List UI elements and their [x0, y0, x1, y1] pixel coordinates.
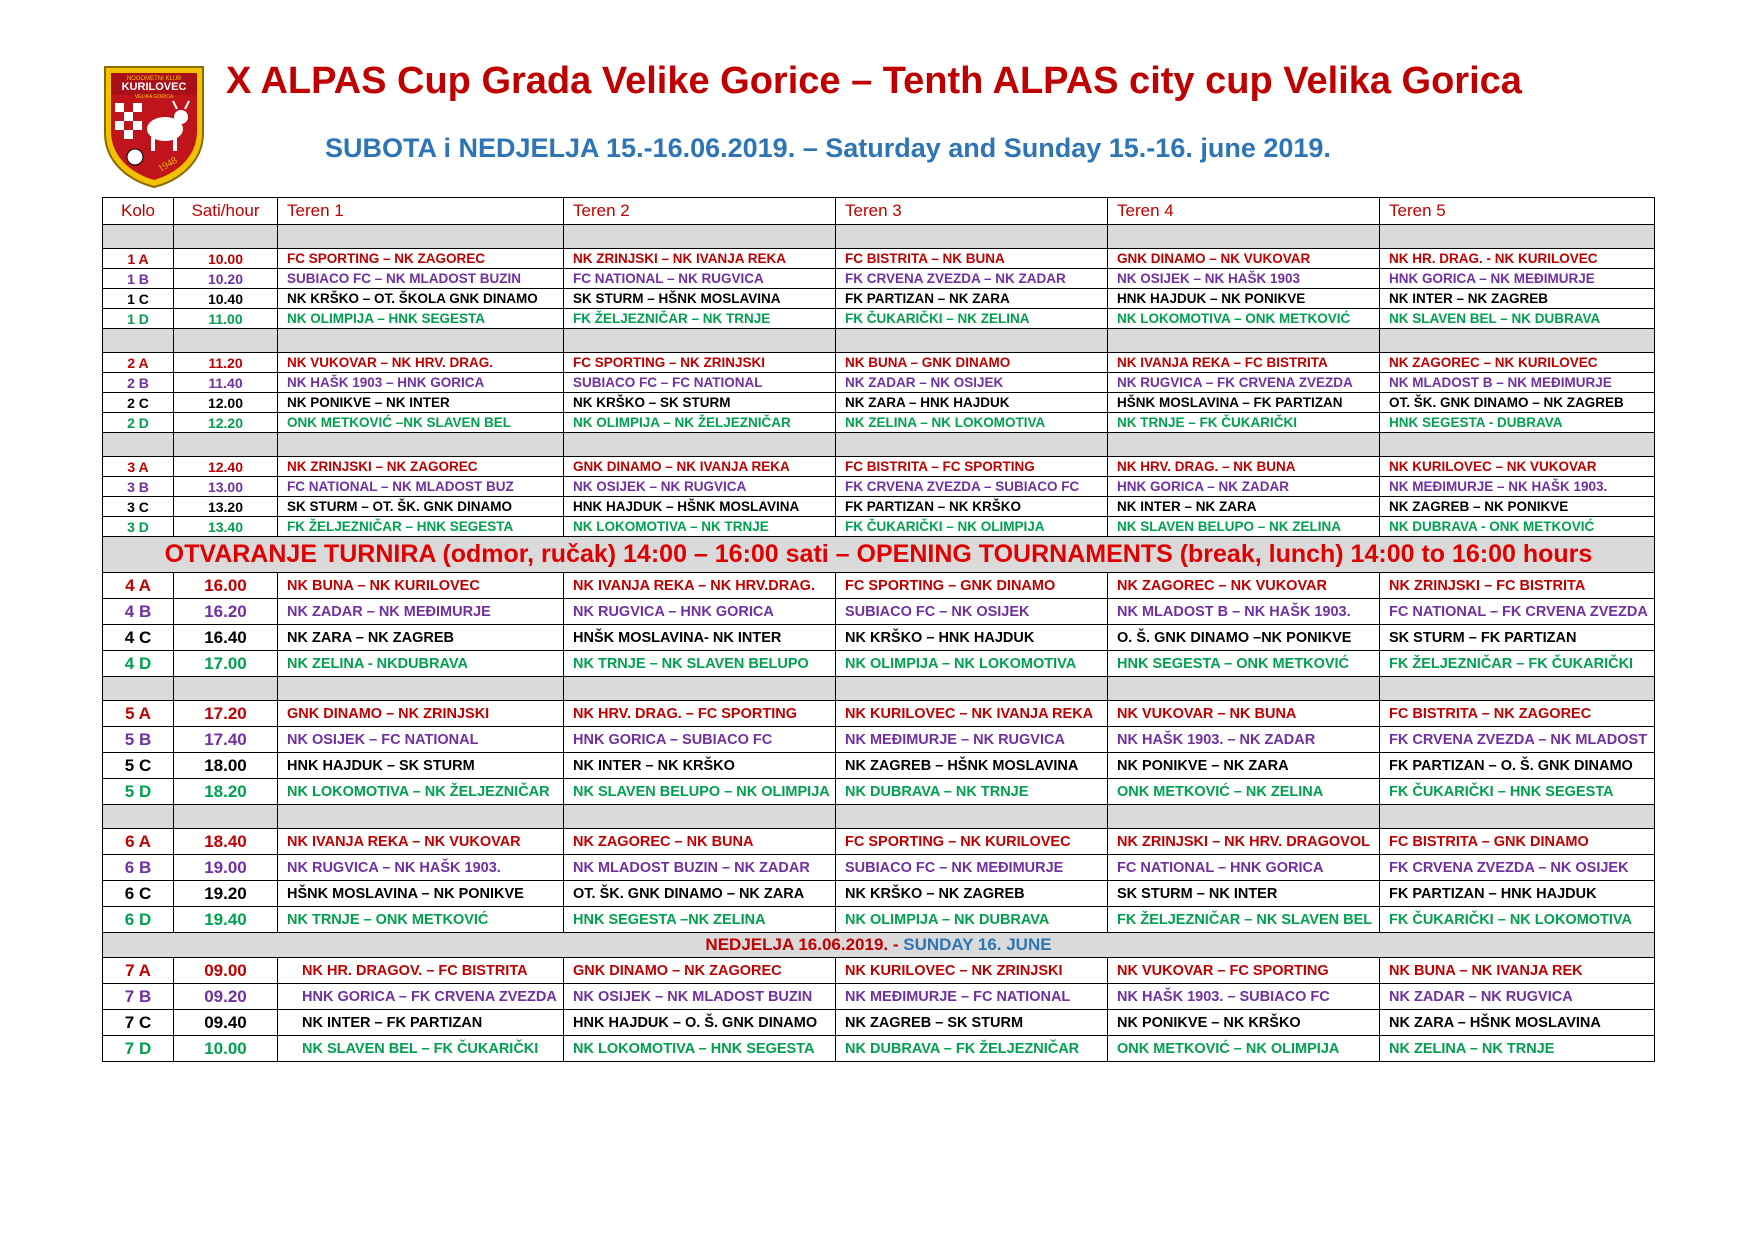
match-cell-teren-1: NK TRNJE – ONK METKOVIĆ: [278, 907, 564, 933]
round-label: 4 A: [103, 573, 174, 599]
match-cell-teren-3: NK BUNA – GNK DINAMO: [836, 353, 1108, 373]
match-time: 13.40: [174, 517, 278, 537]
separator-cell: [1108, 433, 1380, 457]
separator-cell: [103, 433, 174, 457]
round-label: 6 A: [103, 829, 174, 855]
table-row: [103, 373, 1655, 393]
match-cell-teren-1: NK OLIMPIJA – HNK SEGESTA: [278, 309, 564, 329]
separator-cell: [564, 677, 836, 701]
match-cell-teren-5: OT. ŠK. GNK DINAMO – NK ZAGREB: [1380, 393, 1655, 413]
page-title: X ALPAS Cup Grada Velike Gorice – Tenth ALPAS city cup Velika Gorica: [226, 60, 1522, 102]
match-cell-teren-4: HNK SEGESTA – ONK METKOVIĆ: [1108, 651, 1380, 677]
table-row: [103, 958, 1655, 984]
match-cell-teren-4: FC NATIONAL – HNK GORICA: [1108, 855, 1380, 881]
match-cell-teren-1: NK RUGVICA – NK HAŠK 1903.: [278, 855, 564, 881]
round-label: 7 D: [103, 1036, 174, 1062]
match-time: 19.20: [174, 881, 278, 907]
match-cell-teren-2: NK HRV. DRAG. – FC SPORTING: [564, 701, 836, 727]
separator-cell: [1108, 677, 1380, 701]
separator-cell: [564, 225, 836, 249]
match-cell-teren-3: NK KURILOVEC – NK IVANJA REKA: [836, 701, 1108, 727]
match-cell-teren-4: NK INTER – NK ZARA: [1108, 497, 1380, 517]
table-row: [103, 517, 1655, 537]
match-cell-teren-4: NK TRNJE – FK ČUKARIČKI: [1108, 413, 1380, 433]
match-cell-teren-1: NK ZRINJSKI – NK ZAGOREC: [278, 457, 564, 477]
round-label: 4 C: [103, 625, 174, 651]
match-cell-teren-4: NK MLADOST B – NK HAŠK 1903.: [1108, 599, 1380, 625]
match-cell-teren-2: HNK SEGESTA –NK ZELINA: [564, 907, 836, 933]
separator-cell: [1108, 329, 1380, 353]
match-cell-teren-5: HNK GORICA – NK MEĐIMURJE: [1380, 269, 1655, 289]
opening-banner: OTVARANJE TURNIRA (odmor, ručak) 14:00 – 16:00 sati – OPENING TOURNAMENTS (break, lunch) 14:00 to 16:00 hours: [103, 537, 1655, 573]
match-cell-teren-1: HNK HAJDUK – SK STURM: [278, 753, 564, 779]
match-time: 10.40: [174, 289, 278, 309]
match-cell-teren-4: NK PONIKVE – NK ZARA: [1108, 753, 1380, 779]
match-cell-teren-4: NK HAŠK 1903. – NK ZADAR: [1108, 727, 1380, 753]
match-time: 16.40: [174, 625, 278, 651]
match-cell-teren-5: HNK SEGESTA - DUBRAVA: [1380, 413, 1655, 433]
round-label: 1 C: [103, 289, 174, 309]
match-cell-teren-3: FC SPORTING – NK KURILOVEC: [836, 829, 1108, 855]
match-cell-teren-3: NK ZADAR – NK OSIJEK: [836, 373, 1108, 393]
match-cell-teren-3: NK MEĐIMURJE – NK RUGVICA: [836, 727, 1108, 753]
match-cell-teren-4: NK HAŠK 1903. – SUBIACO FC: [1108, 984, 1380, 1010]
match-cell-teren-5: NK ZRINJSKI – FC BISTRITA: [1380, 573, 1655, 599]
match-cell-teren-5: NK ZAGOREC – NK KURILOVEC: [1380, 353, 1655, 373]
table-row: [103, 269, 1655, 289]
match-cell-teren-3: FK ČUKARIČKI – NK OLIMPIJA: [836, 517, 1108, 537]
match-time: 11.20: [174, 353, 278, 373]
match-cell-teren-5: NK MLADOST B – NK MEĐIMURJE: [1380, 373, 1655, 393]
match-cell-teren-1: NK HAŠK 1903 – HNK GORICA: [278, 373, 564, 393]
match-time: 19.00: [174, 855, 278, 881]
match-cell-teren-4: NK LOKOMOTIVA – ONK METKOVIĆ: [1108, 309, 1380, 329]
separator-cell: [278, 329, 564, 353]
table-row: [103, 289, 1655, 309]
match-cell-teren-3: NK KRŠKO – HNK HAJDUK: [836, 625, 1108, 651]
match-cell-teren-4: ONK METKOVIĆ – NK OLIMPIJA: [1108, 1036, 1380, 1062]
separator-row: [103, 433, 1655, 457]
match-cell-teren-5: NK ZADAR – NK RUGVICA: [1380, 984, 1655, 1010]
match-cell-teren-1: NK VUKOVAR – NK HRV. DRAG.: [278, 353, 564, 373]
match-cell-teren-3: NK KURILOVEC – NK ZRINJSKI: [836, 958, 1108, 984]
separator-cell: [1380, 329, 1655, 353]
match-cell-teren-1: GNK DINAMO – NK ZRINJSKI: [278, 701, 564, 727]
column-header-teren-2: Teren 2: [564, 198, 836, 225]
table-row: [103, 984, 1655, 1010]
match-cell-teren-4: HŠNK MOSLAVINA – FK PARTIZAN: [1108, 393, 1380, 413]
table-row: [103, 907, 1655, 933]
match-cell-teren-3: FK ČUKARIČKI – NK ZELINA: [836, 309, 1108, 329]
match-cell-teren-2: NK RUGVICA – HNK GORICA: [564, 599, 836, 625]
table-row: [103, 701, 1655, 727]
match-cell-teren-2: SUBIACO FC – FC NATIONAL: [564, 373, 836, 393]
separator-cell: [174, 225, 278, 249]
match-time: 16.20: [174, 599, 278, 625]
match-cell-teren-3: FK CRVENA ZVEZDA – SUBIACO FC: [836, 477, 1108, 497]
table-row: [103, 497, 1655, 517]
round-label: 1 A: [103, 249, 174, 269]
separator-cell: [174, 433, 278, 457]
match-cell-teren-2: NK SLAVEN BELUPO – NK OLIMPIJA: [564, 779, 836, 805]
match-cell-teren-4: HNK GORICA – NK ZADAR: [1108, 477, 1380, 497]
match-cell-teren-3: NK ZARA – HNK HAJDUK: [836, 393, 1108, 413]
separator-cell: [103, 805, 174, 829]
club-crest-logo: [103, 63, 205, 189]
separator-cell: [174, 677, 278, 701]
match-cell-teren-1: FK ŽELJEZNIČAR – HNK SEGESTA: [278, 517, 564, 537]
match-cell-teren-5: NK ZELINA – NK TRNJE: [1380, 1036, 1655, 1062]
match-cell-teren-3: SUBIACO FC – NK OSIJEK: [836, 599, 1108, 625]
match-cell-teren-1: NK SLAVEN BEL – FK ČUKARIČKI: [278, 1036, 564, 1062]
match-cell-teren-3: FC BISTRITA – FC SPORTING: [836, 457, 1108, 477]
match-cell-teren-2: HNK GORICA – SUBIACO FC: [564, 727, 836, 753]
table-row: [103, 249, 1655, 269]
sunday-label-hr: NEDJELJA 16.06.2019. -: [705, 935, 904, 954]
match-cell-teren-4: ONK METKOVIĆ – NK ZELINA: [1108, 779, 1380, 805]
match-cell-teren-2: NK KRŠKO – SK STURM: [564, 393, 836, 413]
table-row: [103, 477, 1655, 497]
match-cell-teren-1: NK PONIKVE – NK INTER: [278, 393, 564, 413]
separator-cell: [1380, 433, 1655, 457]
match-cell-teren-4: NK SLAVEN BELUPO – NK ZELINA: [1108, 517, 1380, 537]
match-cell-teren-1: NK BUNA – NK KURILOVEC: [278, 573, 564, 599]
round-label: 6 C: [103, 881, 174, 907]
separator-cell: [836, 225, 1108, 249]
separator-cell: [564, 805, 836, 829]
match-cell-teren-5: NK MEĐIMURJE – NK HAŠK 1903.: [1380, 477, 1655, 497]
table-row: [103, 457, 1655, 477]
match-cell-teren-5: NK DUBRAVA - ONK METKOVIĆ: [1380, 517, 1655, 537]
match-cell-teren-1: FC NATIONAL – NK MLADOST BUZ: [278, 477, 564, 497]
schedule-body: [103, 225, 1655, 1062]
match-cell-teren-2: NK INTER – NK KRŠKO: [564, 753, 836, 779]
match-cell-teren-1: NK HR. DRAGOV. – FC BISTRITA: [278, 958, 564, 984]
match-cell-teren-2: HNK HAJDUK – HŠNK MOSLAVINA: [564, 497, 836, 517]
match-cell-teren-1: NK ZARA – NK ZAGREB: [278, 625, 564, 651]
match-cell-teren-2: NK LOKOMOTIVA – HNK SEGESTA: [564, 1036, 836, 1062]
match-time: 11.40: [174, 373, 278, 393]
match-time: 12.40: [174, 457, 278, 477]
round-label: 7 C: [103, 1010, 174, 1036]
match-cell-teren-5: FK PARTIZAN – HNK HAJDUK: [1380, 881, 1655, 907]
match-cell-teren-3: FC SPORTING – GNK DINAMO: [836, 573, 1108, 599]
match-cell-teren-2: NK ZRINJSKI – NK IVANJA REKA: [564, 249, 836, 269]
match-time: 13.20: [174, 497, 278, 517]
match-cell-teren-1: FC SPORTING – NK ZAGOREC: [278, 249, 564, 269]
match-time: 11.00: [174, 309, 278, 329]
separator-cell: [278, 433, 564, 457]
match-cell-teren-3: NK OLIMPIJA – NK DUBRAVA: [836, 907, 1108, 933]
match-cell-teren-2: FC SPORTING – NK ZRINJSKI: [564, 353, 836, 373]
match-cell-teren-5: FK CRVENA ZVEZDA – NK MLADOST: [1380, 727, 1655, 753]
round-label: 6 B: [103, 855, 174, 881]
separator-row: [103, 677, 1655, 701]
match-time: 17.40: [174, 727, 278, 753]
round-label: 4 B: [103, 599, 174, 625]
separator-cell: [836, 677, 1108, 701]
table-row: [103, 573, 1655, 599]
match-cell-teren-3: SUBIACO FC – NK MEĐIMURJE: [836, 855, 1108, 881]
table-header-row: [103, 198, 1655, 225]
match-time: 12.20: [174, 413, 278, 433]
column-header-teren-5: Teren 5: [1380, 198, 1655, 225]
table-row: [103, 651, 1655, 677]
match-time: 09.20: [174, 984, 278, 1010]
match-cell-teren-3: FK PARTIZAN – NK KRŠKO: [836, 497, 1108, 517]
match-cell-teren-1: NK LOKOMOTIVA – NK ŽELJEZNIČAR: [278, 779, 564, 805]
match-cell-teren-3: NK OLIMPIJA – NK LOKOMOTIVA: [836, 651, 1108, 677]
match-cell-teren-1: NK ZELINA - NKDUBRAVA: [278, 651, 564, 677]
separator-cell: [174, 329, 278, 353]
separator-cell: [1108, 805, 1380, 829]
match-cell-teren-5: SK STURM – FK PARTIZAN: [1380, 625, 1655, 651]
table-row: [103, 393, 1655, 413]
match-cell-teren-4: GNK DINAMO – NK VUKOVAR: [1108, 249, 1380, 269]
separator-cell: [278, 805, 564, 829]
round-label: 2 D: [103, 413, 174, 433]
separator-cell: [836, 329, 1108, 353]
match-cell-teren-5: NK KURILOVEC – NK VUKOVAR: [1380, 457, 1655, 477]
match-cell-teren-5: FK ŽELJEZNIČAR – FK ČUKARIČKI: [1380, 651, 1655, 677]
match-cell-teren-3: FK CRVENA ZVEZDA – NK ZADAR: [836, 269, 1108, 289]
column-header-kolo: Kolo: [103, 198, 174, 225]
round-label: 7 B: [103, 984, 174, 1010]
match-cell-teren-1: HŠNK MOSLAVINA – NK PONIKVE: [278, 881, 564, 907]
match-cell-teren-1: SUBIACO FC – NK MLADOST BUZIN: [278, 269, 564, 289]
round-label: 5 A: [103, 701, 174, 727]
match-cell-teren-5: FC BISTRITA – NK ZAGOREC: [1380, 701, 1655, 727]
page-subtitle: SUBOTA i NEDJELJA 15.-16.06.2019. – Saturday and Sunday 15.-16. june 2019.: [325, 133, 1331, 163]
match-cell-teren-2: NK ZAGOREC – NK BUNA: [564, 829, 836, 855]
match-cell-teren-2: NK IVANJA REKA – NK HRV.DRAG.: [564, 573, 836, 599]
separator-cell: [1108, 225, 1380, 249]
table-row: [103, 599, 1655, 625]
sunday-header: [103, 933, 1655, 958]
separator-cell: [836, 433, 1108, 457]
round-label: 5 B: [103, 727, 174, 753]
match-cell-teren-2: NK TRNJE – NK SLAVEN BELUPO: [564, 651, 836, 677]
match-cell-teren-4: NK OSIJEK – NK HAŠK 1903: [1108, 269, 1380, 289]
match-cell-teren-2: NK LOKOMOTIVA – NK TRNJE: [564, 517, 836, 537]
match-cell-teren-4: NK ZAGOREC – NK VUKOVAR: [1108, 573, 1380, 599]
svg-text:VELIKA GORICA: VELIKA GORICA: [134, 94, 174, 100]
match-time: 10.20: [174, 269, 278, 289]
match-time: 17.20: [174, 701, 278, 727]
svg-text:KURILOVEC: KURILOVEC: [121, 81, 187, 93]
match-cell-teren-2: OT. ŠK. GNK DINAMO – NK ZARA: [564, 881, 836, 907]
match-cell-teren-4: NK ZRINJSKI – NK HRV. DRAGOVOL: [1108, 829, 1380, 855]
round-label: 3 B: [103, 477, 174, 497]
table-row: [103, 855, 1655, 881]
separator-cell: [278, 677, 564, 701]
match-cell-teren-4: FK ŽELJEZNIČAR – NK SLAVEN BEL: [1108, 907, 1380, 933]
match-cell-teren-1: HNK GORICA – FK CRVENA ZVEZDA: [278, 984, 564, 1010]
separator-cell: [836, 805, 1108, 829]
round-label: 1 B: [103, 269, 174, 289]
match-cell-teren-2: GNK DINAMO – NK IVANJA REKA: [564, 457, 836, 477]
round-label: 5 C: [103, 753, 174, 779]
separator-row: [103, 329, 1655, 353]
match-time: 10.00: [174, 1036, 278, 1062]
match-time: 19.40: [174, 907, 278, 933]
separator-cell: [564, 433, 836, 457]
round-label: 1 D: [103, 309, 174, 329]
match-cell-teren-3: NK ZAGREB – HŠNK MOSLAVINA: [836, 753, 1108, 779]
separator-cell: [1380, 225, 1655, 249]
separator-cell: [1380, 677, 1655, 701]
match-cell-teren-4: HNK HAJDUK – NK PONIKVE: [1108, 289, 1380, 309]
match-cell-teren-1: ONK METKOVIĆ –NK SLAVEN BEL: [278, 413, 564, 433]
match-cell-teren-4: NK HRV. DRAG. – NK BUNA: [1108, 457, 1380, 477]
table-row: [103, 625, 1655, 651]
match-cell-teren-1: NK KRŠKO – OT. ŠKOLA GNK DINAMO: [278, 289, 564, 309]
table-row: [103, 727, 1655, 753]
table-row: [103, 881, 1655, 907]
match-cell-teren-5: FK CRVENA ZVEZDA – NK OSIJEK: [1380, 855, 1655, 881]
match-cell-teren-4: NK VUKOVAR – FC SPORTING: [1108, 958, 1380, 984]
match-cell-teren-4: O. Š. GNK DINAMO –NK PONIKVE: [1108, 625, 1380, 651]
round-label: 4 D: [103, 651, 174, 677]
sunday-label-en: SUNDAY 16. JUNE: [903, 935, 1052, 954]
match-cell-teren-3: FK PARTIZAN – NK ZARA: [836, 289, 1108, 309]
round-label: 3 C: [103, 497, 174, 517]
match-cell-teren-2: NK OLIMPIJA – NK ŽELJEZNIČAR: [564, 413, 836, 433]
separator-cell: [278, 225, 564, 249]
table-row: [103, 1010, 1655, 1036]
match-cell-teren-4: SK STURM – NK INTER: [1108, 881, 1380, 907]
round-label: 3 D: [103, 517, 174, 537]
match-cell-teren-5: NK SLAVEN BEL – NK DUBRAVA: [1380, 309, 1655, 329]
match-time: 16.00: [174, 573, 278, 599]
match-cell-teren-2: NK OSIJEK – NK RUGVICA: [564, 477, 836, 497]
column-header-time: Sati/hour: [174, 198, 278, 225]
match-cell-teren-5: NK ZARA – HŠNK MOSLAVINA: [1380, 1010, 1655, 1036]
schedule-table: [102, 197, 1655, 1062]
opening-banner-row: [103, 537, 1655, 573]
match-cell-teren-1: NK INTER – FK PARTIZAN: [278, 1010, 564, 1036]
match-time: 18.20: [174, 779, 278, 805]
round-label: 2 C: [103, 393, 174, 413]
match-cell-teren-5: FK ČUKARIČKI – HNK SEGESTA: [1380, 779, 1655, 805]
round-label: 5 D: [103, 779, 174, 805]
sunday-header-row: [103, 933, 1655, 958]
match-time: 09.00: [174, 958, 278, 984]
table-row: [103, 353, 1655, 373]
match-cell-teren-3: NK DUBRAVA – FK ŽELJEZNIČAR: [836, 1036, 1108, 1062]
match-cell-teren-2: GNK DINAMO – NK ZAGOREC: [564, 958, 836, 984]
match-cell-teren-2: FC NATIONAL – NK RUGVICA: [564, 269, 836, 289]
match-cell-teren-5: FK ČUKARIČKI – NK LOKOMOTIVA: [1380, 907, 1655, 933]
match-cell-teren-3: NK MEĐIMURJE – FC NATIONAL: [836, 984, 1108, 1010]
separator-row: [103, 225, 1655, 249]
table-row: [103, 829, 1655, 855]
column-header-teren-3: Teren 3: [836, 198, 1108, 225]
football-icon: [127, 149, 143, 165]
table-row: [103, 1036, 1655, 1062]
match-cell-teren-1: NK IVANJA REKA – NK VUKOVAR: [278, 829, 564, 855]
match-cell-teren-5: NK INTER – NK ZAGREB: [1380, 289, 1655, 309]
round-label: 6 D: [103, 907, 174, 933]
match-cell-teren-5: FC NATIONAL – FK CRVENA ZVEZDA: [1380, 599, 1655, 625]
svg-text:1948: 1948: [156, 155, 180, 175]
separator-cell: [103, 225, 174, 249]
round-label: 2 B: [103, 373, 174, 393]
match-time: 18.00: [174, 753, 278, 779]
round-label: 7 A: [103, 958, 174, 984]
match-cell-teren-2: HNK HAJDUK – O. Š. GNK DINAMO: [564, 1010, 836, 1036]
match-cell-teren-4: NK PONIKVE – NK KRŠKO: [1108, 1010, 1380, 1036]
match-time: 12.00: [174, 393, 278, 413]
table-row: [103, 753, 1655, 779]
match-cell-teren-5: NK ZAGREB – NK PONIKVE: [1380, 497, 1655, 517]
match-time: 18.40: [174, 829, 278, 855]
match-cell-teren-5: NK HR. DRAG. - NK KURILOVEC: [1380, 249, 1655, 269]
match-cell-teren-1: NK OSIJEK – FC NATIONAL: [278, 727, 564, 753]
separator-cell: [174, 805, 278, 829]
match-cell-teren-1: NK ZADAR – NK MEĐIMURJE: [278, 599, 564, 625]
match-time: 17.00: [174, 651, 278, 677]
match-cell-teren-3: NK DUBRAVA – NK TRNJE: [836, 779, 1108, 805]
svg-text:NOGOMETNI KLUB: NOGOMETNI KLUB: [126, 76, 182, 82]
match-cell-teren-3: FC BISTRITA – NK BUNA: [836, 249, 1108, 269]
match-cell-teren-3: NK KRŠKO – NK ZAGREB: [836, 881, 1108, 907]
table-row: [103, 413, 1655, 433]
match-cell-teren-4: NK IVANJA REKA – FC BISTRITA: [1108, 353, 1380, 373]
match-cell-teren-5: NK BUNA – NK IVANJA REK: [1380, 958, 1655, 984]
table-row: [103, 779, 1655, 805]
separator-cell: [564, 329, 836, 353]
match-time: 09.40: [174, 1010, 278, 1036]
match-cell-teren-2: HNŠK MOSLAVINA- NK INTER: [564, 625, 836, 651]
match-cell-teren-4: NK VUKOVAR – NK BUNA: [1108, 701, 1380, 727]
separator-cell: [103, 677, 174, 701]
match-cell-teren-5: FC BISTRITA – GNK DINAMO: [1380, 829, 1655, 855]
separator-row: [103, 805, 1655, 829]
match-cell-teren-2: NK OSIJEK – NK MLADOST BUZIN: [564, 984, 836, 1010]
match-cell-teren-3: NK ZAGREB – SK STURM: [836, 1010, 1108, 1036]
round-label: 2 A: [103, 353, 174, 373]
table-row: [103, 309, 1655, 329]
match-cell-teren-3: NK ZELINA – NK LOKOMOTIVA: [836, 413, 1108, 433]
match-time: 13.00: [174, 477, 278, 497]
separator-cell: [103, 329, 174, 353]
column-header-teren-1: Teren 1: [278, 198, 564, 225]
match-cell-teren-1: SK STURM – OT. ŠK. GNK DINAMO: [278, 497, 564, 517]
match-cell-teren-5: FK PARTIZAN – O. Š. GNK DINAMO: [1380, 753, 1655, 779]
column-header-teren-4: Teren 4: [1108, 198, 1380, 225]
match-cell-teren-2: FK ŽELJEZNIČAR – NK TRNJE: [564, 309, 836, 329]
match-cell-teren-2: SK STURM – HŠNK MOSLAVINA: [564, 289, 836, 309]
separator-cell: [1380, 805, 1655, 829]
match-time: 10.00: [174, 249, 278, 269]
match-cell-teren-4: NK RUGVICA – FK CRVENA ZVEZDA: [1108, 373, 1380, 393]
match-cell-teren-2: NK MLADOST BUZIN – NK ZADAR: [564, 855, 836, 881]
round-label: 3 A: [103, 457, 174, 477]
